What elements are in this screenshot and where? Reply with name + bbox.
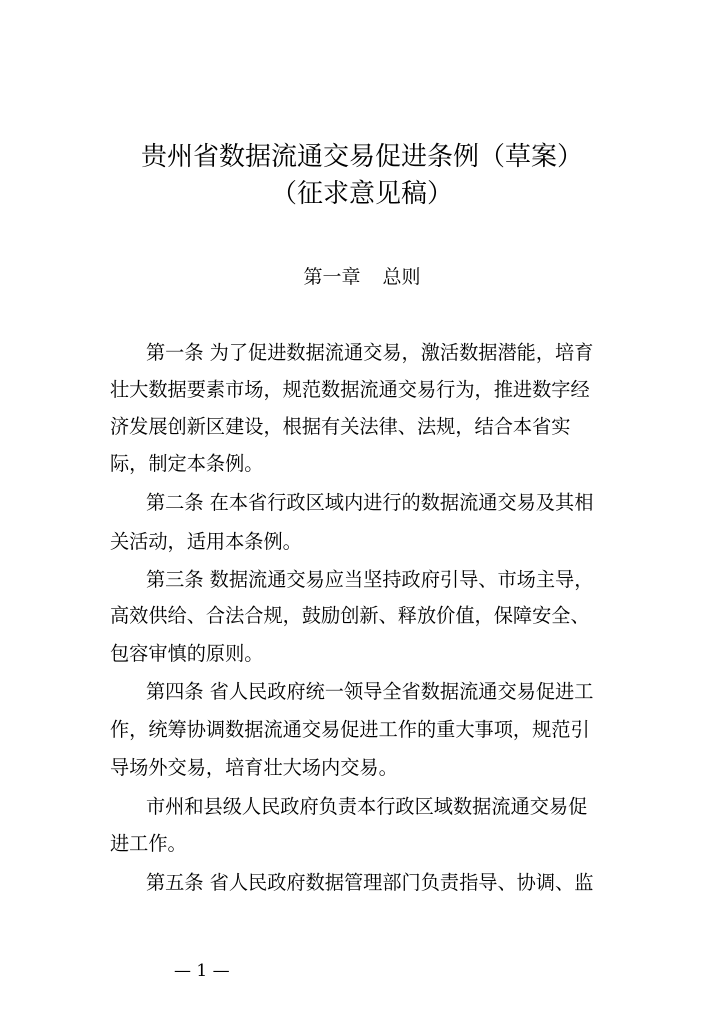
text-line: 高效供给、合法合规，鼓励创新、释放价值，保障安全、 bbox=[110, 604, 590, 627]
chapter-heading bbox=[0, 264, 724, 290]
document-title: 贵州省数据流通交易促进条例（草案） bbox=[140, 142, 583, 172]
text-line: 际，制定本条例。 bbox=[110, 452, 264, 475]
chapter-title: 总则 bbox=[382, 266, 421, 288]
text-line-article-2: 第二条 在本省行政区域内进行的数据流通交易及其相 bbox=[146, 491, 594, 514]
chapter-label: 第一章 bbox=[303, 266, 361, 288]
text-line: 市州和县级人民政府负责本行政区域数据流通交易促 bbox=[146, 795, 588, 818]
text-line: 壮大数据要素市场，规范数据流通交易行为，推进数字经 bbox=[110, 378, 590, 401]
text-line-article-4: 第四条 省人民政府统一领导全省数据流通交易促进工 bbox=[146, 680, 594, 703]
text-line: 导场外交易，培育壮大场内交易。 bbox=[110, 756, 398, 779]
text-line-article-1: 第一条 为了促进数据流通交易，激活数据潜能，培育 bbox=[146, 341, 594, 364]
text-line-article-5: 第五条 省人民政府数据管理部门负责指导、协调、监 bbox=[146, 871, 594, 894]
text-line: 作，统筹协调数据流通交易促进工作的重大事项，规范引 bbox=[110, 718, 590, 741]
text-line: 进工作。 bbox=[110, 832, 187, 855]
text-line: 包容审慎的原则。 bbox=[110, 642, 264, 665]
document-subtitle: （征求意见稿） bbox=[270, 179, 453, 209]
text-line-article-3: 第三条 数据流通交易应当坚持政府引导、市场主导， bbox=[146, 568, 594, 591]
page-number: — 1 — bbox=[174, 961, 230, 981]
text-line: 济发展创新区建设，根据有关法律、法规，结合本省实 bbox=[110, 415, 571, 438]
text-line: 关活动，适用本条例。 bbox=[110, 530, 302, 553]
